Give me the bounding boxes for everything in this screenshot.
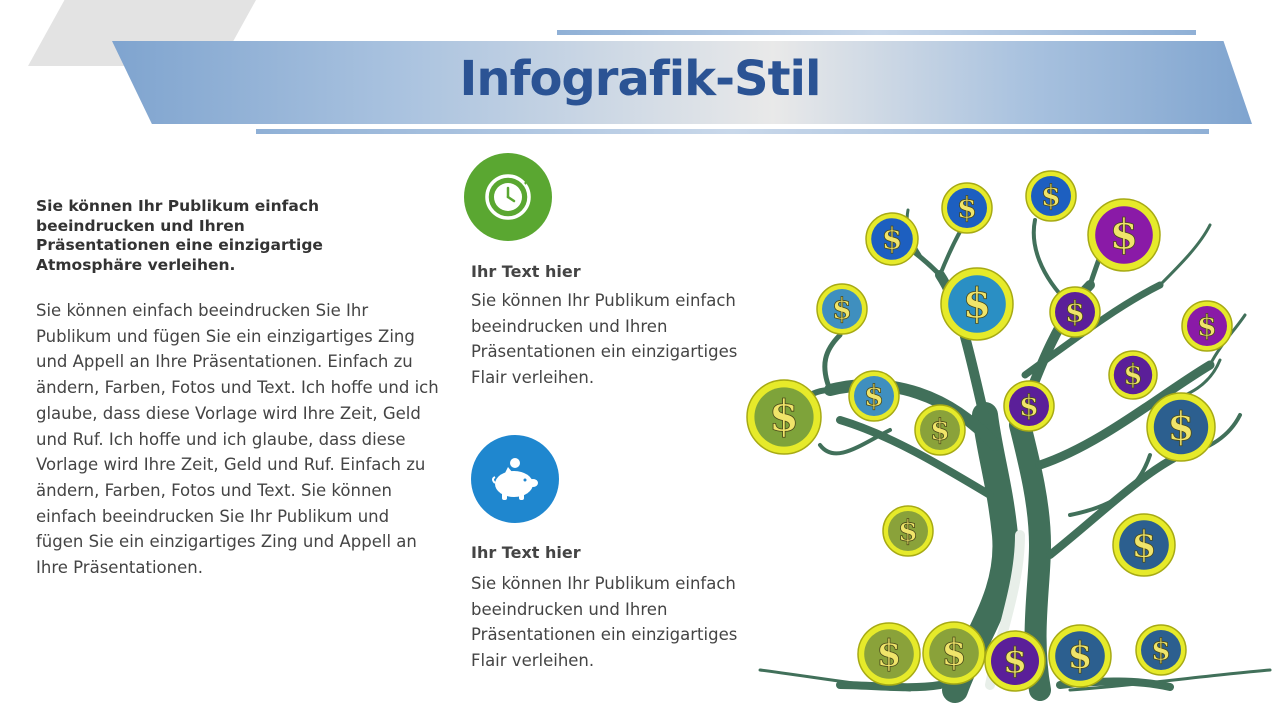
piggy-bank-icon: [471, 435, 559, 523]
money-tree-illustration: [740, 165, 1280, 720]
dollar-coin-icon: [1004, 381, 1054, 431]
dollar-coin-icon: [1088, 199, 1160, 271]
coin-symbol: $: [769, 392, 799, 443]
dollar-coin-icon: [817, 284, 867, 334]
intro-lead-text: Sie können Ihr Publikum einfach beeindrucken und Ihren Präsentationen eine einzigartige Atmosphäre verleihen.: [36, 197, 323, 274]
dollar-coin-icon: [747, 380, 821, 454]
dollar-coin-icon: [1136, 625, 1186, 675]
coin-symbol: $: [1067, 634, 1093, 677]
callout-1-heading: Ihr Text hier: [471, 262, 581, 281]
dollar-coin-icon: [1113, 514, 1175, 576]
coin-symbol: $: [1123, 358, 1143, 392]
dollar-coin-icon: [1026, 171, 1076, 221]
coin-symbol: $: [863, 378, 885, 413]
coin-symbol: $: [1018, 388, 1040, 423]
slide-title: Infografik-Stil: [459, 51, 821, 107]
dollar-coin-icon: [858, 623, 920, 685]
callout-2-heading: Ihr Text hier: [471, 543, 581, 562]
coin-symbol: $: [881, 221, 903, 257]
dollar-coin-icon: [866, 213, 918, 265]
coin-symbol: $: [962, 279, 992, 328]
coin-symbol: $: [876, 632, 902, 675]
dollar-coin-icon: [941, 268, 1013, 340]
dollar-coin-icon: [1182, 301, 1232, 351]
dollar-coin-icon: [1050, 287, 1100, 337]
coin-symbol: $: [1196, 308, 1218, 343]
coin-symbol: $: [1167, 403, 1195, 450]
intro-body-text: Sie können einfach beeindrucken Sie Ihr Publikum und fügen Sie ein einzigartiges Zing und Appell an Ihre Präsentationen. Einfach zu ändern, Farben, Fotos und Text. Ich hoffe und ich glaube, dass diese Vorlage wird Ihre Zeit, Geld und Ruf. Ich hoffe und ich glaube, dass diese Vorlage wird Ihre Zeit, Geld und Ruf. Einfach zu ändern, Farben, Fotos und Text. Sie können einfach beeindrucken Sie Ihr Publikum und fügen Sie ein einzigartiges Zing und Appell an Ihre Präsentationen.: [36, 301, 439, 578]
coin-symbol: $: [929, 412, 951, 447]
dollar-coin-icon: [923, 622, 985, 684]
coin-symbol: $: [1150, 632, 1172, 667]
coin-symbol: $: [831, 291, 853, 326]
dollar-coin-icon: [1109, 351, 1157, 399]
banner-stripe-bottom: [256, 129, 1209, 134]
coin-symbol: $: [1109, 210, 1139, 259]
banner-stripe-top: [557, 30, 1196, 35]
coin-symbol: $: [1131, 523, 1157, 566]
dollar-coin-icon: [1147, 393, 1215, 461]
callout-1-text: Sie können Ihr Publikum einfach beeindrucken und Ihren Präsentationen ein einzigartiges Flair verleihen.: [471, 291, 738, 388]
dollar-coin-icon: [849, 371, 899, 421]
coin-symbol: $: [1040, 178, 1062, 213]
coin-symbol: $: [1002, 640, 1028, 682]
coin-symbol: $: [941, 631, 967, 674]
dollar-coin-icon: [1049, 625, 1111, 687]
dollar-coin-icon: [985, 631, 1045, 691]
coin-symbol: $: [956, 190, 978, 225]
clock-icon: [464, 153, 552, 241]
coin-symbol: $: [897, 513, 919, 548]
dollar-coin-icon: [883, 506, 933, 556]
dollar-coin-icon: [942, 183, 992, 233]
coin-symbol: $: [1064, 294, 1086, 329]
dollar-coin-icon: [915, 405, 965, 455]
callout-2-text: Sie können Ihr Publikum einfach beeindrucken und Ihren Präsentationen ein einzigartiges Flair verleihen.: [471, 574, 738, 671]
